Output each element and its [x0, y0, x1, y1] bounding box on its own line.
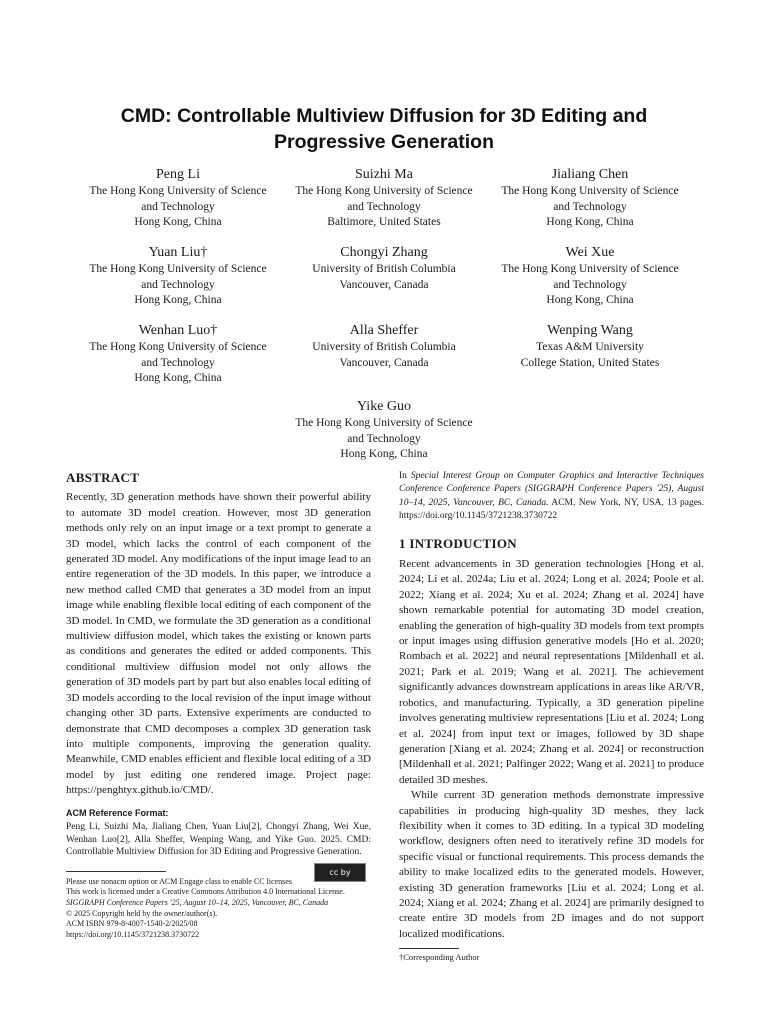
intro-paragraph: Recent advancements in 3D generation technologies [Hong et al. 2024; Li et al. 2024a; Liu et al. 2024; Long et al. 2024; Poole et al. 2022; Xiang et al. 2024; Xu et al. 2024; Zhang et al. 2024] have shown remarkable potential for automating 3D model creation, enabling the generation of high-quality 3D models from text prompts or input images using diffusion generative models [Ho et al. 2020; Rombach et al. 2022] and neural representations [Mildenhall et al. 2021; Park et al. 2019; Wang et al. 2021]. The achievement significantly advances downstream applications in areas like AR/VR, robotics, and manufacturing. Typically, a 3D generation pipeline involves generating multiview representations [Liu et al. 2024; Long et al. 2024] from input text or images, followed by 3D shape generation [Xiang et al. 2024; Zhang et al. 2024] or reconstruction [Mildenhall et al. 2021; Palfinger 2022; Wang et al. 2021] to produce detailed 3D meshes.	[399, 558, 704, 786]
author-name: Yuan Liu†	[148, 245, 208, 260]
author-affiliation: The Hong Kong University of Science	[89, 185, 267, 197]
author-affiliation: University of British Columbia	[312, 341, 456, 353]
author-affiliation: The Hong Kong University of Science	[89, 263, 267, 275]
author-name: Jialiang Chen	[551, 167, 629, 182]
license-isbn: ACM ISBN 979-8-4007-1540-2/2025/08	[66, 919, 198, 929]
license-line: This work is licensed under a Creative Commons Attribution 4.0 International License.	[66, 887, 345, 897]
author-affiliation: and Technology	[553, 278, 627, 291]
author-affiliation: The Hong Kong University of Science	[89, 341, 267, 353]
footnote-divider	[399, 948, 459, 949]
citation-prefix: In	[399, 471, 411, 481]
cc-license-icon: cc by	[314, 863, 366, 882]
footnote: †Corresponding Author	[399, 952, 480, 963]
author-affiliation: The Hong Kong University of Science	[295, 185, 473, 197]
left-column	[66, 470, 371, 940]
author-name: Wenping Wang	[547, 323, 633, 338]
author-affiliation: University of British Columbia	[312, 263, 456, 275]
author-location: Hong Kong, China	[134, 216, 222, 229]
author-affiliation: The Hong Kong University of Science	[501, 185, 679, 197]
author-location: Hong Kong, China	[546, 216, 634, 229]
abstract-heading: ABSTRACT	[66, 470, 140, 485]
author-affiliation: The Hong Kong University of Science	[501, 263, 679, 275]
author-affiliation: The Hong Kong University of Science	[295, 417, 473, 429]
author-block	[284, 244, 484, 293]
author-name: Yike Guo	[356, 399, 412, 414]
author-block	[78, 244, 278, 309]
author-name: Alla Sheffer	[349, 323, 419, 338]
author-name: Wei Xue	[565, 245, 615, 260]
acm-reference-text: Peng Li, Suizhi Ma, Jialiang Chen, Yuan Liu[2], Chongyi Zhang, Wei Xue, Wenhan Luo[2], Alla Sheffer, Wenping Wang, and Yike Guo. 2025. CMD: Controllable Multiview Diffusion for 3D Editing and Progressive Generation.	[66, 821, 371, 858]
author-block	[78, 166, 278, 231]
author-name: Suizhi Ma	[355, 167, 413, 182]
author-block	[284, 322, 484, 371]
paper-title	[40, 103, 728, 155]
citation-suffix: ACM, New York, NY, USA, 13 pages. https://doi.org/10.1145/3721238.3730722	[399, 497, 704, 522]
author-location: Hong Kong, China	[546, 294, 634, 307]
author-affiliation: and Technology	[347, 200, 421, 213]
author-affiliation: and Technology	[141, 278, 215, 291]
author-affiliation: Texas A&M University	[536, 341, 644, 353]
author-block	[490, 166, 690, 231]
author-name: Wenhan Luo†	[138, 323, 218, 338]
author-name: Peng Li	[156, 167, 200, 182]
citation-block	[399, 470, 704, 524]
author-block	[284, 166, 484, 231]
author-name: Chongyi Zhang	[340, 245, 428, 260]
right-column	[399, 470, 704, 963]
introduction-heading: 1 INTRODUCTION	[399, 535, 517, 551]
author-affiliation: and Technology	[141, 200, 215, 213]
author-location: Vancouver, Canada	[339, 356, 429, 369]
author-location: Hong Kong, China	[134, 372, 222, 385]
intro-paragraph: While current 3D generation methods demonstrate impressive capabilities in producing high-quality 3D meshes, they lack flexibility when it comes to 3D editing. In a typical 3D modeling workflow, designers often need to iteratively refine 3D models for specific visual or functional requirements. This process demands the ability to make localized edits to the generated models. However, existing 3D generation frameworks [Liu et al. 2024; Long et al. 2024; Xiang et al. 2024; Zhang et al. 2024] are primarily designed to create entire 3D models from 2D images and do not support localized modifications.	[399, 789, 704, 940]
author-location: Baltimore, United States	[327, 216, 441, 229]
footer-divider	[66, 871, 166, 872]
author-location: Vancouver, Canada	[339, 278, 429, 291]
license-copyright: © 2025 Copyright held by the owner/author(s).	[66, 908, 218, 918]
author-location: College Station, United States	[520, 356, 660, 369]
license-line: Please use nonacm option or ACM Engage class to enable CC licenses	[66, 876, 292, 886]
author-location: Hong Kong, China	[340, 448, 428, 461]
author-block	[78, 322, 278, 387]
license-doi: https://doi.org/10.1145/3721238.3730722	[66, 929, 200, 939]
author-block	[284, 398, 484, 463]
author-block	[490, 322, 690, 371]
citation-venue: Special Interest Group on Computer Graphics and Interactive Techniques Conference Conference Papers (SIGGRAPH Conference Papers '25), August 10–14, 2025, Vancouver, BC, Canada.	[399, 471, 704, 508]
author-location: Hong Kong, China	[134, 294, 222, 307]
author-block	[490, 244, 690, 309]
abstract-text: Recently, 3D generation methods have shown their powerful ability to automate 3D model creation. However, most 3D generation methods only rely on an input image or a text prompt to generate a 3D model, which lacks the control of each component of the generated 3D model. Any modifications of the input image lead to an entire regeneration of the 3D models. In this paper, we introduce a new method called CMD that generates a 3D model from an input image while enabling flexible local editing of each component of the 3D model. In CMD, we formulate the 3D generation as a conditional multiview diffusion model, which takes the existing or known parts as conditions and generates the edited or added components. This conditional multiview diffusion model not only allows the generation of 3D models part by part but also enables local editing of 3D models according to the local revision of the input image without changing other 3D parts. Extensive experiments are conducted to demonstrate that CMD decomposes a complex 3D generation task into multiple components, improving the generation quality. Meanwhile, CMD enables efficient and flexible local editing of a 3D model by just editing one rendered image. Project page: https://penghtyx.github.io/CMD/.	[66, 491, 371, 797]
license-venue: SIGGRAPH Conference Papers '25, August 10–14, 2025, Vancouver, BC, Canada	[66, 897, 329, 907]
acm-reference-heading: ACM Reference Format:	[66, 807, 169, 818]
author-affiliation: and Technology	[553, 200, 627, 213]
author-affiliation: and Technology	[141, 356, 215, 369]
title-line-2: Progressive Generation	[273, 131, 494, 153]
license-block	[66, 867, 371, 941]
author-affiliation: and Technology	[347, 432, 421, 445]
title-line-1: CMD: Controllable Multiview Diffusion for 3D Editing and	[120, 105, 648, 127]
